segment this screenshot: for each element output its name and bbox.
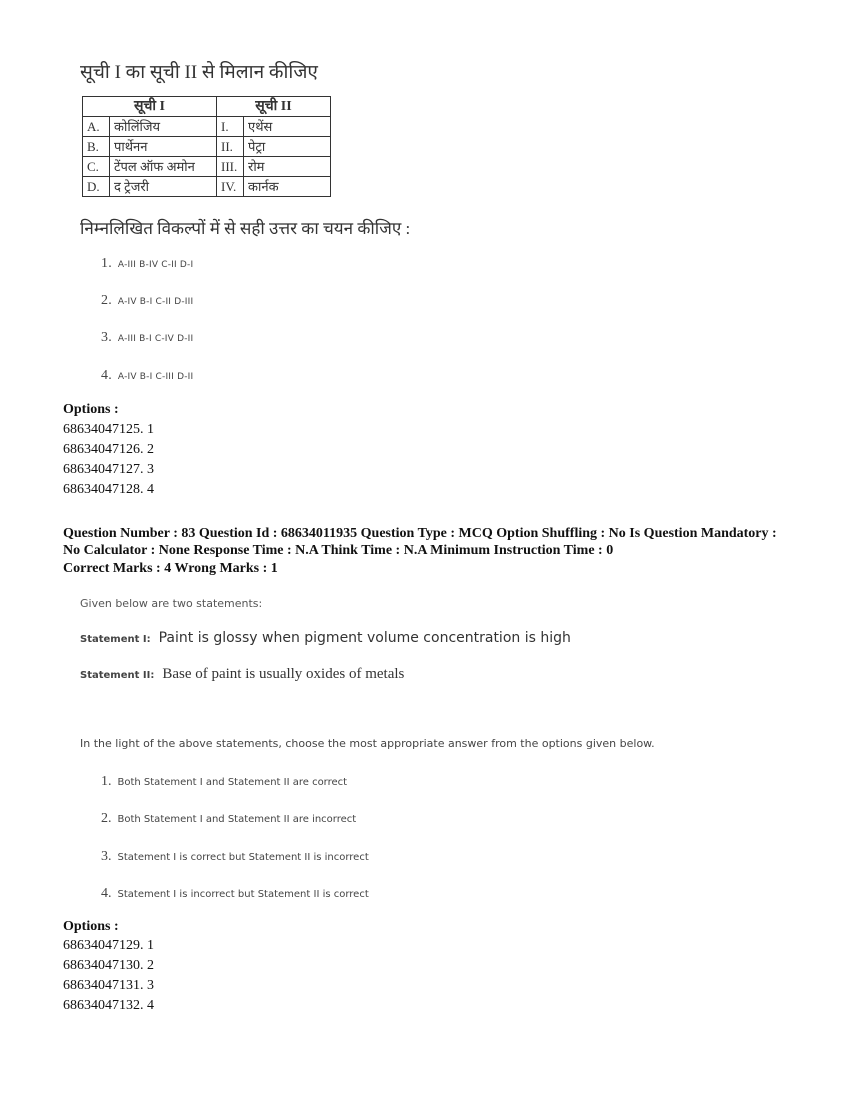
choice-text: A-III B-I C-IV D-II <box>117 334 194 344</box>
table-cell: कार्नक <box>244 177 331 197</box>
option-id: 68634047127. 3 <box>63 462 154 477</box>
question-heading: सूची I का सूची II से मिलान कीजिए <box>80 62 318 83</box>
table-header-row <box>83 97 331 117</box>
question-instruction: In the light of the above statements, choose the most appropriate answer from the options given below. <box>80 737 655 750</box>
statement-label: Statement I: <box>80 634 151 645</box>
option-id: 68634047131. 3 <box>63 978 154 993</box>
option-id: 68634047130. 2 <box>63 958 154 973</box>
answer-choice <box>101 884 369 902</box>
option-id: 68634047132. 4 <box>63 998 154 1013</box>
table-cell: द ट्रेजरी <box>110 177 217 197</box>
options-label: Options : <box>63 402 119 417</box>
statement-text: Paint is glossy when pigment volume concentration is high <box>158 630 571 646</box>
question-meta-line1: Question Number : 83 Question Id : 68634011935 Question Type : MCQ Option Shuffling : No Is Question Mandatory : <box>63 526 777 541</box>
statement-1 <box>80 629 571 647</box>
statement-2 <box>80 665 404 683</box>
options-label: Options : <box>63 919 119 934</box>
question-marks: Correct Marks : 4 Wrong Marks : 1 <box>63 561 278 576</box>
choice-number: 4. <box>101 368 112 383</box>
table-cell: टेंपल ऑफ अमोन <box>110 157 217 177</box>
table-cell: D. <box>83 177 110 197</box>
answer-choice <box>101 256 193 272</box>
choice-text: Statement I is correct but Statement II is incorrect <box>117 852 369 863</box>
table-cell: रोम <box>244 157 331 177</box>
table-cell: I. <box>217 117 244 137</box>
choice-text: Both Statement I and Statement II are incorrect <box>117 814 357 825</box>
question-intro: Given below are two statements: <box>80 597 263 610</box>
answer-choice <box>101 847 369 865</box>
choice-text: A-III B-IV C-II D-I <box>117 260 194 270</box>
table-cell: II. <box>217 137 244 157</box>
option-id: 68634047125. 1 <box>63 422 154 437</box>
choice-number: 3. <box>101 849 112 864</box>
choice-text: A-IV B-I C-II D-III <box>117 297 194 307</box>
question-instruction: निम्नलिखित विकल्पों में से सही उत्तर का चयन कीजिए : <box>80 219 411 238</box>
table-header-list2: सूची II <box>217 97 331 117</box>
answer-choice <box>101 368 193 384</box>
choice-number: 2. <box>101 811 112 826</box>
choice-text: A-IV B-I C-III D-II <box>117 372 194 382</box>
table-row <box>83 137 331 157</box>
statement-text: Base of paint is usually oxides of metals <box>162 666 405 682</box>
question-meta-line2: No Calculator : None Response Time : N.A Think Time : N.A Minimum Instruction Time : 0 <box>63 543 614 558</box>
option-id: 68634047129. 1 <box>63 938 154 953</box>
table-row <box>83 157 331 177</box>
table-cell: IV. <box>217 177 244 197</box>
choice-number: 1. <box>101 774 112 789</box>
choice-number: 2. <box>101 293 112 308</box>
answer-choice <box>101 809 356 827</box>
table-cell: C. <box>83 157 110 177</box>
choice-number: 1. <box>101 256 112 271</box>
choice-number: 3. <box>101 330 112 345</box>
answer-choice <box>101 772 347 790</box>
table-cell: एथेंस <box>244 117 331 137</box>
answer-choice <box>101 293 193 309</box>
option-id: 68634047128. 4 <box>63 482 154 497</box>
table-cell: A. <box>83 117 110 137</box>
table-header-list1: सूची I <box>83 97 217 117</box>
table-row <box>83 117 331 137</box>
table-cell: III. <box>217 157 244 177</box>
option-id: 68634047126. 2 <box>63 442 154 457</box>
choice-text: Both Statement I and Statement II are correct <box>117 777 348 788</box>
choice-number: 4. <box>101 886 112 901</box>
statement-label: Statement II: <box>80 670 155 681</box>
table-cell: B. <box>83 137 110 157</box>
choice-text: Statement I is incorrect but Statement II is correct <box>117 889 369 900</box>
table-cell: पेट्रा <box>244 137 331 157</box>
table-cell: पार्थेनन <box>110 137 217 157</box>
table-row <box>83 177 331 197</box>
match-table <box>82 96 331 197</box>
table-cell: कोलिंजिय <box>110 117 217 137</box>
answer-choice <box>101 330 193 346</box>
